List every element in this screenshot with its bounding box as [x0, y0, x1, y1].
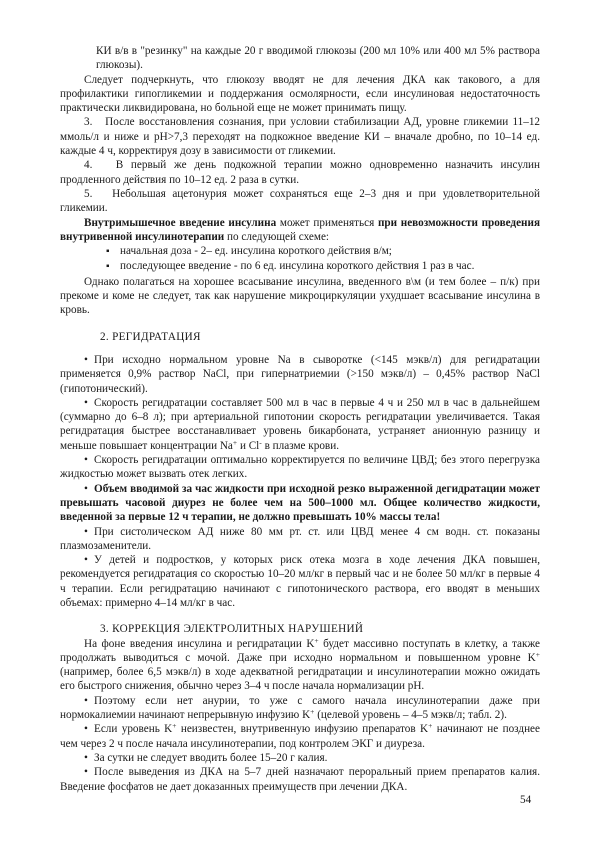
list-item-continuation: КИ в/в в "резинку" на каждые 20 г вводимой глюкозы (200 мл 10% или 400 мл 5% раствора глюкозы). — [96, 45, 540, 72]
paragraph-potassium-intro — [60, 637, 540, 694]
list-number: 5. — [84, 187, 93, 200]
section-heading-electrolytes: 3. КОРРЕКЦИЯ ЭЛЕКТРОЛИТНЫХ НАРУШЕНИЙ — [100, 623, 364, 636]
bullet-item: • Скорость регидратации оптимально корректируется по величине ЦВД; без этого перегрузка жидкостью может вызвать отек легких. — [60, 453, 540, 482]
paragraph-im-insulin — [60, 216, 540, 245]
list-number: 3. — [84, 116, 93, 129]
text-run: начинают не позднее чем через 2 ч после начала инсулинотерапии, под контролем ЭКГ и диуреза. — [60, 723, 540, 750]
paragraph-absorption: Однако полагаться на хорошее всасывание инсулина, введенного в\м (и тем более – п/к) при прекоме и коме не следует, так как нарушение микроциркуляции ухудшает всасывание инсулина в кровь. — [60, 275, 540, 317]
bullet-item: • При исходно нормальном уровне Na в сыворотке (<145 мэкв/л) для регидратации применяется 0,9% раствор NaCl, при гипернатриемии (>150 мэкв/л) – 0,45% раствор NaCl (гипотонический). — [60, 353, 540, 396]
text-run: Поэтому если нет анурии, то уже с самого начала инсулинотерапии даже при нормокалиемии начинают непрерывную инфузию K — [60, 694, 540, 722]
list-item-text: В первый же день подкожной терапии можно одновременно назначить инсулин продленного действия по 10–12 ед. 2 раза в сутки. — [60, 159, 540, 186]
text-run: неизвестен, внутривенную инфузию препаратов K — [176, 723, 429, 736]
list-item-3 — [60, 115, 540, 158]
text-run: (целевой уровень – 4–5 мэкв/л; табл. 2). — [314, 709, 507, 722]
bold-phrase: при невозможности проведения внутривенной инсулинотерапии — [60, 216, 541, 243]
superscript: + — [310, 707, 315, 717]
bullet-item: • За сутки не следует вводить более 15–20 г калия. — [60, 751, 540, 765]
text-run: На фоне введения инсулина и регидратации K — [84, 637, 315, 650]
bullet-item: • После выведения из ДКА на 5–7 дней назначают пероральный прием препаратов калия. Введение фосфатов не дает доказанных преимуществ при лечении ДКА. — [60, 765, 540, 794]
bullet-item — [60, 722, 540, 751]
bullet-item: • У детей и подростков, у которых риск отека мозга в ходе лечения ДКА повышен, рекомендуется регидратация со скоростью 10–20 мл/кг в первый час и не более 50 мл/кг в первые 4 ч терапии. Если регидратацию начинают с гипотонического раствора, его вводят в меньших объемах: примерно 4–14 мл/кг в час. — [60, 553, 540, 610]
superscript: - — [259, 437, 262, 447]
text-run: может применяться — [276, 216, 378, 229]
list-item-text: После восстановления сознания, при условии стабилизации АД, уровне гликемии 11–12 ммоль/л и ниже и pH>7,3 переходят на подкожное введение КИ – вначале дробно, по 10–14 ед. каждые 4 ч, корректируя дозу в зависимости от гликемии. — [60, 116, 541, 158]
superscript: + — [314, 635, 319, 645]
bold-phrase: Объем вводимой за час жидкости при исходной резко выраженной дегидратации может превышать часовой диурез не более чем на 500–1000 мл. Общее количество жидкости, введенной за первые 12 ч терапии, не должно превышать 10% массы тела! — [60, 482, 540, 524]
text-run: (например, более 6,5 мэкв/л) в ходе адекватной регидратации и инсулинотерапии можно ожидать его быстрого снижения, обычно через 3–4 ч после начала нормализации pH. — [60, 666, 540, 693]
bullet-item — [60, 396, 540, 453]
scheme-item: ▪ начальная доза - 2– ед. инсулина короткого действия в/м; — [60, 244, 540, 259]
text-run: Скорость регидратации составляет 500 мл в час в первые 4 ч и 250 мл в час в дальнейшем (суммарно до 6–8 л); при артериальной гипотонии скорость регидратации увеличивается. Такая регидратация быстрее восстанавливает уровень бикарбоната, устраняет анионную разницу и меньше повышает концентрации Na — [60, 396, 540, 452]
superscript: + — [172, 721, 177, 731]
text-run: будет массивно поступать в клетку, а также продолжать выводиться с мочой. Даже при исходно нормальном и повышенном уровне K — [60, 637, 541, 664]
list-item-5 — [60, 187, 540, 216]
list-number: 4. — [84, 159, 93, 172]
paragraph-glucose-note: Следует подчеркнуть, что глюкозу вводят не для лечения ДКА как такового, а для профилактики гипогликемии и поддержания осмолярности, если инсулиновая недостаточность практически ликвидирована, но больной еще не может принимать пищу. — [60, 73, 540, 115]
text-run: в плазме крови. — [261, 439, 340, 452]
list-item-text: Небольшая ацетонурия может сохраняться еще 2–3 дня и при удовлетворительной гликемии. — [60, 187, 540, 215]
text-run: по следующей схеме: — [224, 230, 330, 243]
superscript: + — [535, 649, 540, 659]
superscript: + — [232, 437, 238, 447]
page-number: 54 — [520, 794, 532, 806]
document-page — [60, 44, 540, 794]
bullet-item-bold — [60, 482, 540, 525]
bullet-item — [60, 694, 540, 723]
list-item-4 — [60, 158, 540, 187]
superscript: + — [428, 721, 433, 731]
text-run: и Cl — [237, 439, 260, 452]
scheme-item: ▪ последующее введение - по 6 ед. инсулина короткого действия 1 раз в час. — [60, 259, 540, 274]
section-heading-rehydration: 2. РЕГИДРАТАЦИЯ — [100, 330, 201, 343]
text-run: Если уровень K — [94, 723, 173, 736]
bold-phrase: Внутримышечное введение инсулина — [84, 216, 277, 229]
bullet-item: • При систолическом АД ниже 80 мм рт. ст. или ЦВД менее 4 см водн. ст. показаны плазмозаменители. — [60, 525, 540, 554]
